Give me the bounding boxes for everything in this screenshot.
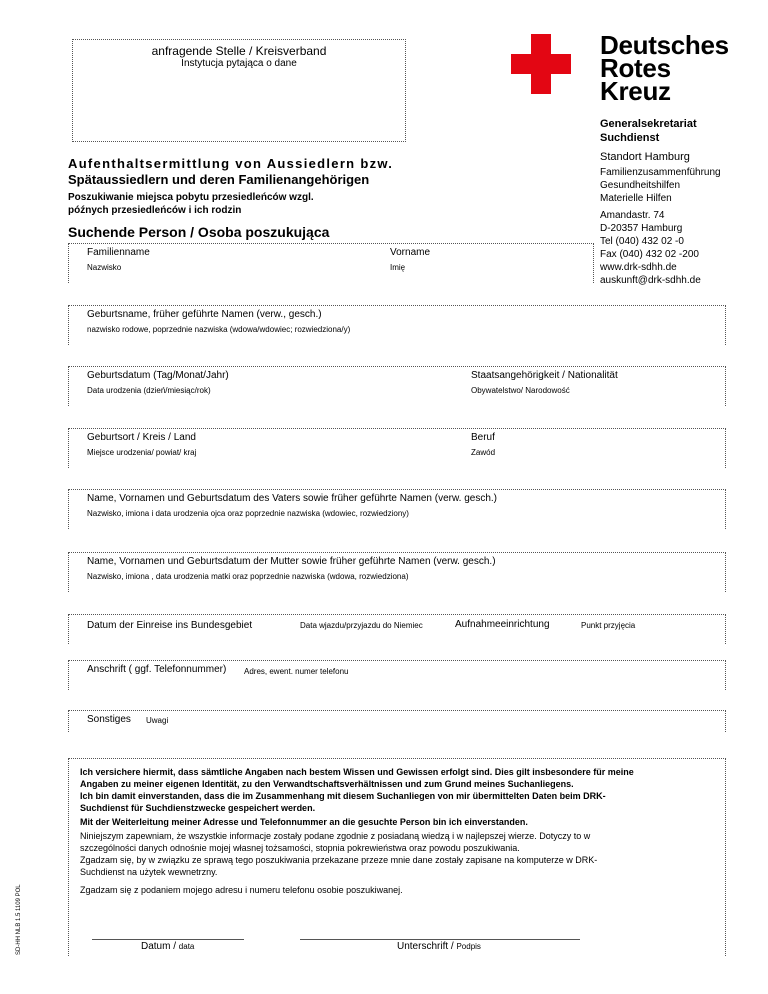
einreise-pl-label: Data wjazdu/przyjazdu do Niemiec	[300, 621, 423, 630]
inquirer-subtitle: Instytucja pytająca o dane	[181, 58, 297, 69]
staatsangehoerigkeit-label: Staatsangehörigkeit / Nationalität	[471, 370, 618, 381]
vater-pl-label: Nazwisko, imiona i data urodzenia ojca oraz poprzednie nazwiska (wdowiec, rozwiedziony)	[87, 509, 409, 518]
org-location: Standort Hamburg	[600, 151, 690, 163]
aufnahme-label: Aufnahmeeinrichtung	[455, 619, 550, 630]
signature-line[interactable]	[300, 939, 580, 940]
org-services: Familienzusammenführung Gesundheitshilfen Materielle Hilfen	[600, 167, 721, 204]
inquirer-box[interactable]	[72, 39, 406, 142]
vater-label: Name, Vornamen und Geburtsdatum des Vaters sowie früher geführte Namen (verw. gesch.)	[87, 493, 498, 504]
geburtsname-pl-label: nazwisko rodowe, poprzednie nazwiska (wdowa/wdowiec; rozwiedziona/y)	[87, 325, 351, 334]
anschrift-label: Anschrift ( ggf. Telefonnummer)	[87, 664, 227, 675]
geburtsort-pl-label: Miejsce urodzenia/ powiat/ kraj	[87, 448, 197, 457]
form-title: Aufenthaltsermittlung von Aussiedlern bzw. Spätaussiedlern und deren Familienangehörigen	[68, 156, 394, 187]
geburtsort-label: Geburtsort / Kreis / Land	[87, 432, 196, 443]
mutter-pl-label: Nazwisko, imiona , data urodzenia matki oraz poprzednie nazwiska (wdowa, rozwiedziona)	[87, 572, 409, 581]
vorname-label: Vorname	[390, 247, 431, 258]
org-address: Amandastr. 74 D-20357 Hamburg Tel (040) 432 02 -0 Fax (040) 432 02 -200 www.drk-sdhh.de auskunft@drk-sdhh.de	[600, 210, 701, 286]
imie-label: Imię	[390, 263, 406, 272]
date-label: Datum / data	[141, 941, 195, 952]
geburtsdatum-pl-label: Data urodzenia (dzień/miesiąc/rok)	[87, 386, 211, 395]
org-section: Generalsekretariat Suchdienst	[600, 118, 697, 144]
date-line[interactable]	[92, 939, 244, 940]
geburtsname-label: Geburtsname, früher geführte Namen (verw., gesch.)	[87, 309, 322, 320]
beruf-label: Beruf	[471, 432, 495, 443]
staatsangehoerigkeit-pl-label: Obywatelstwo/ Narodowość	[471, 386, 570, 395]
declaration-de: Ich versichere hiermit, dass sämtliche Angaben nach bestem Wissen und Gewissen erfolgt sind. Dies gilt insbesondere für meine Angaben zu meiner eigenen Identität, zu den Verwandtschaftsverhältnissen und zum Grund meines Suchanliegens. Ich bin damit einverstanden, dass die im Zusammenhang mit diesem Suchanliegen von mir übermittelten Daten beim DRK- Suchdienst für Suchdienstzwecke gespeichert werden. Mit der Weiterleitung meiner Adresse und Telefonnummer an die gesuchte Person bin ich einverstanden.	[80, 767, 634, 827]
form-code: SD-HH NLB 1.5 1109 POL	[16, 884, 22, 955]
aufnahme-pl-label: Punkt przyjęcia	[581, 621, 636, 630]
geburtsdatum-label: Geburtsdatum (Tag/Monat/Jahr)	[87, 370, 229, 381]
form-title-pl: Poszukiwanie miejsca pobytu przesiedleńców wzgl. późnych przesiedleńców i ich rodzin	[68, 192, 314, 216]
nazwisko-label: Nazwisko	[87, 263, 122, 272]
section-heading: Suchende Person / Osoba poszukująca	[68, 224, 330, 240]
einreise-label: Datum der Einreise ins Bundesgebiet	[87, 620, 253, 631]
declaration-pl: Niniejszym zapewniam, że wszystkie informacje zostały podane zgodnie z posiadaną wiedzą i w najlepszej wierze. Dotyczy to w szczególności danych odnośnie mojej własnej tożsamości, stopnia pokrewieństwa oraz powodu poszukiwania. Zgadzam się, by w związku ze sprawą tego poszukiwania przekazane przeze mnie dane zostały zapisane na komputerze w DRK- Suchdienst na użytek wewnetrzny. Zgadzam się z podaniem mojego adresu i numeru telefonu osobie poszukiwanej.	[80, 831, 598, 895]
mutter-label: Name, Vornamen und Geburtsdatum der Mutter sowie früher geführte Namen (verw. gesch.)	[87, 556, 496, 567]
sonstiges-pl-label: Uwagi	[146, 716, 169, 725]
brand-name: Deutsches Rotes Kreuz	[600, 30, 729, 106]
anschrift-pl-label: Adres, ewent. numer telefonu	[244, 667, 349, 676]
inquirer-title: anfragende Stelle / Kreisverband	[151, 44, 327, 58]
signature-label: Unterschrift / Podpis	[397, 941, 481, 952]
beruf-pl-label: Zawód	[471, 448, 496, 457]
sonstiges-label: Sonstiges	[87, 714, 131, 725]
familienname-label: Familienname	[87, 247, 150, 258]
